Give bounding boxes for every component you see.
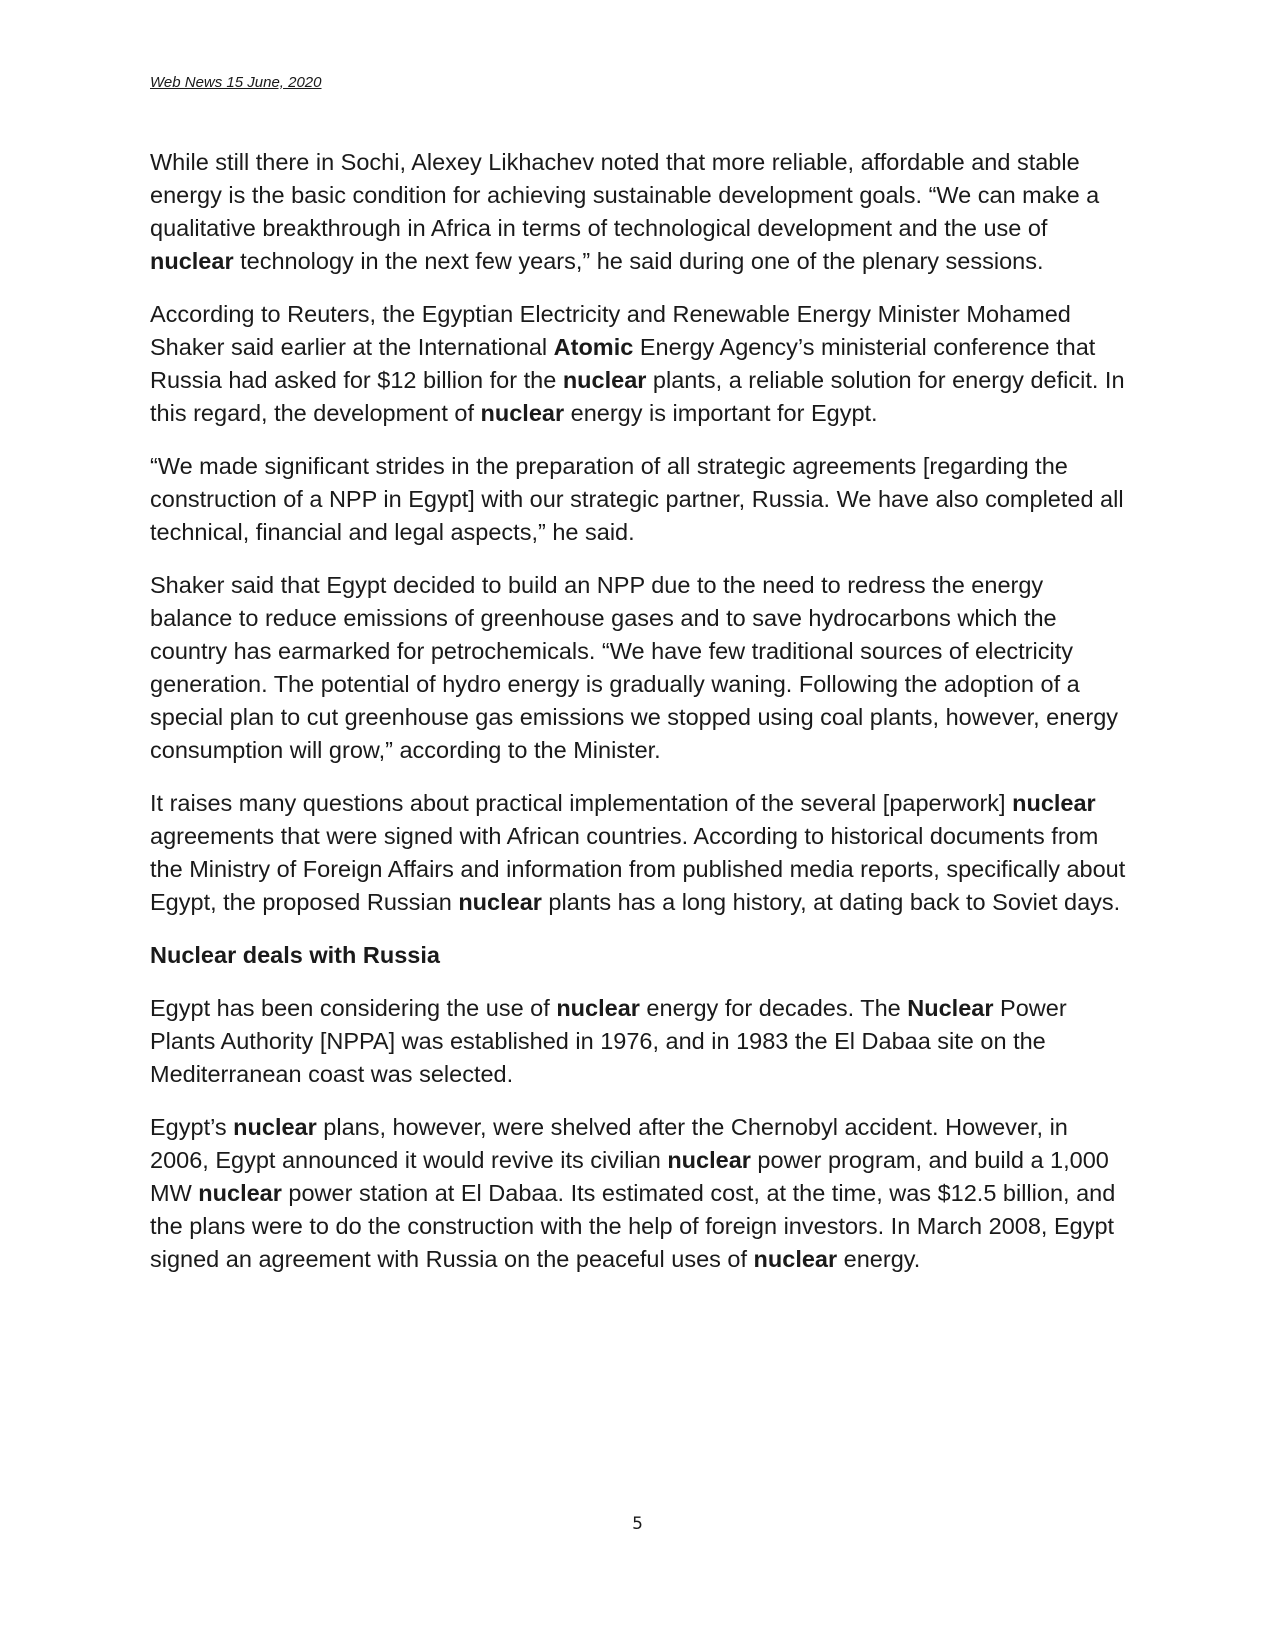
bold-keyword: nuclear [562,367,647,393]
paragraph: It raises many questions about practical implementation of the several [paperwork] nuclear agreements that were signed with African countries. According to historical documents from the Ministry of Foreign Affairs and information from published media reports, specifically about Egypt, the proposed Russian nuclear plants has a long history, at dating back to Soviet days. [150,790,1126,915]
bold-keyword: nuclear [667,1147,751,1173]
bold-keyword: nuclear [198,1180,282,1206]
paragraph: “We made significant strides in the preparation of all strategic agreements [regarding the construction of a NPP in Egypt] with our strategic partner, Russia. We have also completed all technical, financial and legal aspects,” he said. [150,453,1124,545]
bold-keyword: nuclear [150,248,234,274]
page-number: 5 [632,1514,643,1534]
document-header: Web News 15 June, 2020 [150,74,322,91]
bold-keyword: nuclear [753,1246,838,1272]
bold-keyword: Atomic [553,334,634,360]
paragraph: Egypt’s nuclear plans, however, were shelved after the Chernobyl accident. However, in 2006, Egypt announced it would revive its civilian nuclear power program, and build a 1,000 MW nuclear power station at El Dabaa. Its estimated cost, at the time, was $12.5 billion, and the plans were to do the construction with the help of foreign investors. In March 2008, Egypt signed an agreement with Russia on the peaceful uses of nuclear energy. [150,1114,1116,1272]
paragraph: While still there in Sochi, Alexey Likhachev noted that more reliable, affordable and stable energy is the basic condition for achieving sustainable development goals. “We can make a qualitative breakthrough in Africa in terms of technological development and the use of nuclear technology in the next few years,” he said during one of the plenary sessions. [150,149,1100,274]
bold-keyword: nuclear [1012,790,1096,816]
bold-keyword: nuclear [480,400,565,426]
article-body [150,146,1130,1296]
paragraph: According to Reuters, the Egyptian Electricity and Renewable Energy Minister Mohamed Shaker said earlier at the International Atomic Energy Agency’s ministerial conference that Russia had asked for $12 billion for the nuclear plants, a reliable solution for energy deficit. In this regard, the development of nuclear energy is important for Egypt. [150,301,1125,426]
bold-keyword: nuclear [233,1114,317,1140]
section-heading: Nuclear deals with Russia [150,942,440,968]
bold-keyword: nuclear [556,995,640,1021]
bold-keyword: Nuclear [907,995,994,1021]
bold-keyword: nuclear [458,889,542,915]
paragraph: Egypt has been considering the use of nuclear energy for decades. The Nuclear Power Plants Authority [NPPA] was established in 1976, and in 1983 the El Dabaa site on the Mediterranean coast was selected. [150,995,1067,1087]
paragraph: Shaker said that Egypt decided to build an NPP due to the need to redress the energy balance to reduce emissions of greenhouse gases and to save hydrocarbons which the country has earmarked for petrochemicals. “We have few traditional sources of electricity generation. The potential of hydro energy is gradually waning. Following the adoption of a special plan to cut greenhouse gas emissions we stopped using coal plants, however, energy consumption will grow,” according to the Minister. [150,572,1119,763]
